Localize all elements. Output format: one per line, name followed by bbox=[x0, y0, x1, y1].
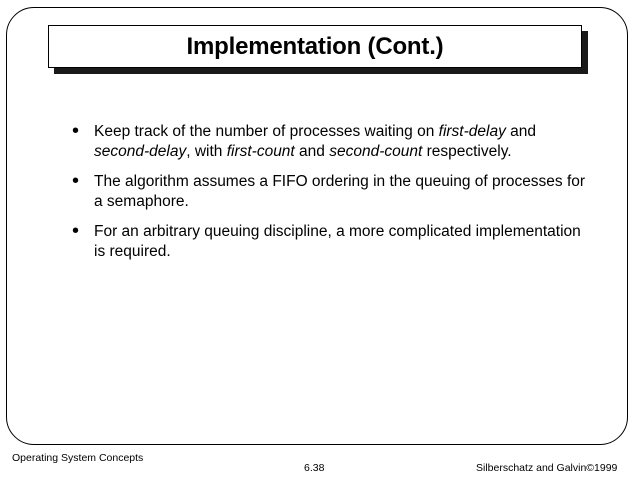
bullet-italic-term: first-count bbox=[226, 143, 295, 160]
bullet-italic-term: second-count bbox=[329, 143, 423, 160]
slide-title: Implementation (Cont.) bbox=[186, 32, 444, 60]
bullet-dot-icon: • bbox=[72, 170, 80, 192]
bullet-text: and bbox=[505, 123, 536, 140]
bullet-dot-icon: • bbox=[72, 220, 80, 242]
bullet-text: The algorithm assumes a FIFO ordering in the queuing of processes for a semaphore. bbox=[94, 173, 586, 210]
bullet-text: and bbox=[294, 143, 330, 160]
bullet-text: For an arbitrary queuing discipline, a more complicated implementation is required. bbox=[94, 223, 581, 260]
footer-copyright: Silberschatz and Galvin©1999 bbox=[476, 462, 618, 474]
bullet-dot-icon: • bbox=[72, 120, 80, 142]
bullet-italic-term: first-delay bbox=[438, 123, 506, 140]
bullet-item bbox=[72, 172, 592, 212]
bullet-item bbox=[72, 122, 592, 162]
bullet-item bbox=[72, 222, 592, 262]
bullet-text: respectively. bbox=[422, 143, 512, 160]
footer-course-title: Operating System Concepts bbox=[12, 452, 144, 464]
bullet-text: , with bbox=[186, 143, 227, 160]
bullet-list bbox=[72, 122, 592, 272]
title-box bbox=[48, 25, 582, 68]
bullet-text: Keep track of the number of processes waiting on bbox=[94, 123, 439, 140]
bullet-italic-term: second-delay bbox=[94, 143, 187, 160]
footer-page-number: 6.38 bbox=[304, 462, 325, 474]
